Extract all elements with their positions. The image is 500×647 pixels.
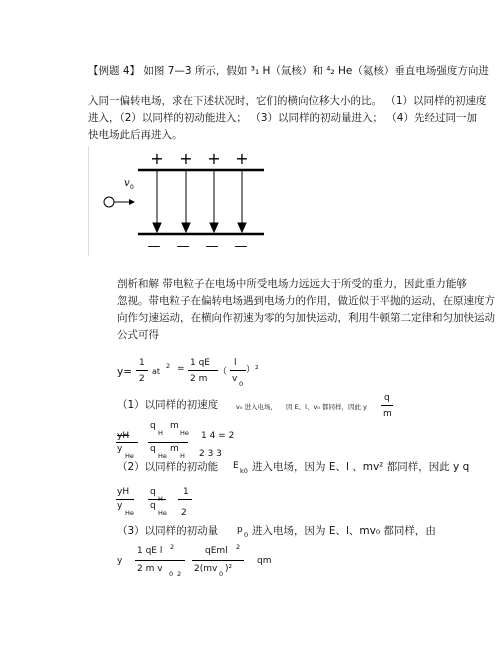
case1-mHe-sub: He (180, 429, 189, 437)
velocity-arrow-head (129, 199, 135, 205)
problem-line-1: 【例题 4】 如图 7—3 所示，假如 ³₁ H（氚核）和 ⁴₂ He（氦核）垂直电场强度方向进 (88, 65, 489, 77)
case1-result: 1 4 = 2 (201, 431, 235, 441)
case3-f1-den-sup: 2 (177, 570, 182, 578)
case3-f2-num-sup: 2 (236, 543, 241, 551)
case2-one: 1 (183, 487, 189, 497)
charged-particle (104, 197, 114, 207)
case2-rest: 进入电场，因为 E、l 、mv² 都同样，因此 y q (252, 461, 470, 473)
case1-yHe: y (117, 444, 123, 454)
case1-q: q (384, 393, 390, 403)
case1-yHe-sub: He (125, 452, 134, 460)
field-arrow-head (182, 223, 190, 232)
case1-mrow2-sub: H (180, 452, 185, 460)
formula-v-sub: 0 (239, 380, 244, 388)
case3-f2-den: 2(mv (194, 564, 218, 574)
case3-f1-den-sub: 0 (169, 570, 174, 578)
fraction-bar (148, 499, 166, 500)
velocity-label: v (124, 178, 130, 189)
problem-line-2: 入同一偏转电场，求在下述状况时，它们的横向位移大小的比。 （1）以同样的初速度 (88, 95, 487, 107)
case2-ek: E (233, 461, 239, 471)
problem-line-3: 进入，（2）以同样的初动能进入； （3）以同样的初动量进入； （4）先经过同一加 (88, 112, 477, 124)
field-arrow-head (210, 223, 218, 232)
case2-qH-sub: H (158, 495, 163, 503)
formula-paren: （ (218, 367, 228, 377)
case1-note: v₀ 进入电场， (236, 403, 278, 411)
analysis-line-3: 向作匀速运动，在横向作初速为零的匀加快运动，利用牛顿第二定律和匀加快运动 (117, 312, 495, 324)
fraction-bar (148, 442, 188, 443)
case2-two: 2 (181, 508, 187, 518)
formula-at: at (152, 367, 161, 376)
plus-sign: + (207, 149, 221, 168)
plus-sign: + (235, 149, 249, 168)
case3-f2-den-sub: 0 (219, 570, 224, 578)
minus-sign: — (176, 239, 190, 254)
case1-note2: 因 E、l、v₀ 都同样，因此 y (286, 403, 367, 411)
formula-frac-num: 1 qE (190, 358, 210, 368)
case1-m: m (383, 409, 392, 419)
formula-v: v (232, 374, 238, 384)
case2-qHe-sub: He (158, 509, 167, 517)
case2-qH: q (150, 487, 156, 497)
analysis-line-4: 公式可得 (117, 329, 159, 341)
case1-qHe: q (150, 444, 156, 454)
formula-l: l (234, 358, 237, 368)
case3-f1-num-sup: 2 (170, 543, 175, 551)
minus-sign: — (205, 239, 219, 254)
analysis-line-2: 忽视。带电粒子在偏转电场遇到电场力的作用，做近似于平抛的运动，在原速度方 (117, 295, 495, 307)
field-arrow-head (238, 223, 246, 232)
case2-yH: yH (117, 487, 130, 497)
case1-mrow2: m (170, 444, 179, 454)
case1-qHe-sub: He (158, 452, 167, 460)
case2-yHe: y (117, 501, 123, 511)
case3-y: y (117, 556, 123, 566)
fraction-bar (116, 442, 138, 443)
case1-label: （1）以同样的初速度 (117, 399, 219, 411)
fraction-bar (381, 405, 393, 406)
case1-qH: q (150, 421, 156, 431)
case1-result-den: 2 3 3 (199, 449, 222, 459)
case3-label: （3）以同样的初动量 (117, 525, 219, 537)
fraction-bar (188, 370, 218, 371)
fraction-bar (136, 370, 148, 371)
case3-p: p (237, 525, 243, 535)
velocity-subscript: 0 (130, 184, 134, 191)
fraction-bar (230, 370, 246, 371)
fraction-bar (116, 499, 134, 500)
field-lines (153, 170, 246, 232)
formula-half-num: 1 (139, 358, 145, 368)
case3-p-sub: 0 (244, 531, 249, 539)
case2-qHe: q (150, 501, 156, 511)
case3-qm: qm (257, 556, 272, 566)
case3-rest: 进入电场，因为 E、l、mv₀ 都同样，由 (252, 525, 436, 537)
case1-qH-sub: H (158, 429, 163, 437)
minus-sign: — (147, 239, 161, 254)
fraction-bar (135, 560, 185, 561)
fraction-bar (192, 560, 244, 561)
plus-sign: + (179, 149, 193, 168)
formula-sq: 2 (166, 362, 171, 370)
formula-frac-den: 2 m (190, 374, 208, 384)
case3-f2-num: qEml (205, 546, 228, 556)
case2-label: （2）以同样的初动能 (117, 461, 219, 473)
formula-close: ）² (246, 365, 259, 375)
case1-mH: m (170, 421, 179, 431)
field-arrow-head (153, 223, 161, 232)
case2-yHe-sub: He (125, 509, 134, 517)
minus-sign: — (234, 239, 248, 254)
case2-ek-sub: k0 (240, 467, 248, 475)
case3-f1-den: 2 m v (137, 564, 163, 574)
fraction-bar (178, 499, 192, 500)
formula-y-eq: y= (117, 366, 133, 378)
plus-sign: + (150, 149, 164, 168)
formula-eq2: = (177, 364, 185, 374)
case3-f2-den-end: )² (225, 564, 233, 574)
case1-yH: yH (117, 431, 130, 441)
deflection-field-figure (88, 146, 268, 256)
analysis-line-1: 剖析和解 带电粒子在电场中所受电场力远远大于所受的重力，因此重力能够 (117, 278, 467, 290)
case3-f1-num: 1 qE l (137, 546, 163, 556)
formula-half-den: 2 (139, 374, 145, 384)
problem-line-4: 快电场此后再进入。 (88, 129, 183, 141)
